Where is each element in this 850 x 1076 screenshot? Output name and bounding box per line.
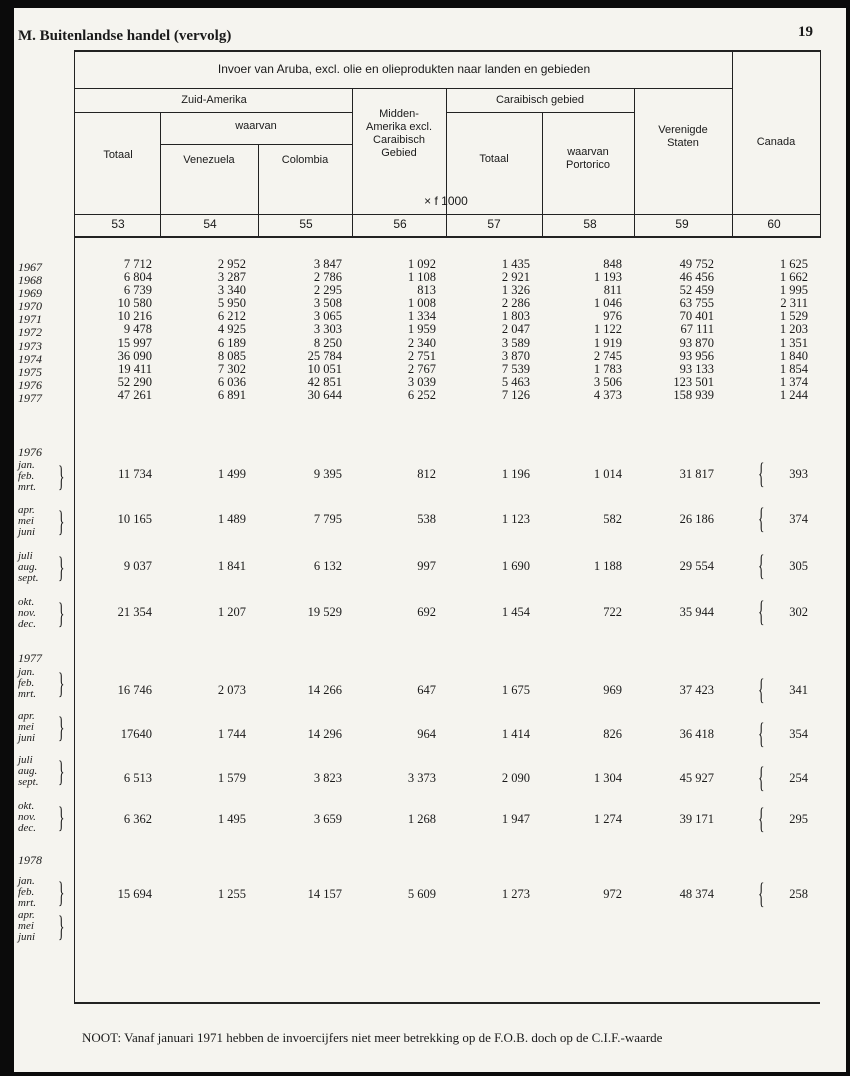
quarter-months: jan. feb. mrt. bbox=[18, 666, 37, 701]
quarter-value: 582 bbox=[603, 512, 622, 526]
quarter-value: 2 090 bbox=[501, 771, 530, 785]
quarter-value: 37 423 bbox=[679, 683, 714, 697]
quarter-value: 5 609 bbox=[407, 887, 436, 901]
quarter-value: 1 274 bbox=[593, 812, 622, 826]
quarter-value: 31 817 bbox=[679, 467, 714, 481]
quarter-value: 393 bbox=[789, 467, 808, 481]
brace-glyph: { bbox=[757, 549, 765, 582]
waarvan-rule bbox=[160, 144, 352, 145]
footnote: NOOT: Vanaf januari 1971 hebben de invoercijfers niet meer betrekking op de F.O.B. doch op de C.I.F.-waarde bbox=[82, 1030, 663, 1045]
quarter-value: 6 513 bbox=[123, 771, 152, 785]
annual-col-53: 7 712 6 804 6 739 10 580 10 216 9 478 15 997 36 090 19 411 52 290 47 261 bbox=[117, 257, 152, 402]
quarter-value: 1 495 bbox=[217, 812, 246, 826]
header-verenigde-staten: Verenigde Staten bbox=[658, 124, 708, 149]
brace-glyph: } bbox=[57, 667, 65, 700]
quarter-value: 997 bbox=[417, 559, 436, 573]
divider-vs bbox=[634, 88, 635, 238]
quarter-value: 1 268 bbox=[407, 812, 436, 826]
quarter-value: 722 bbox=[603, 605, 622, 619]
brace-glyph: { bbox=[757, 877, 765, 910]
quarter-value: 3 659 bbox=[313, 812, 342, 826]
stub-divider bbox=[74, 50, 75, 1003]
quarter-value: 969 bbox=[603, 683, 622, 697]
brace-glyph: { bbox=[757, 502, 765, 535]
quarter-value: 1 273 bbox=[501, 887, 530, 901]
brace-glyph: { bbox=[757, 717, 765, 750]
quarter-value: 26 186 bbox=[679, 512, 714, 526]
colno-57: 57 bbox=[487, 217, 501, 231]
quarter-value: 1 744 bbox=[217, 727, 246, 741]
annual-col-55: 3 847 2 786 2 295 3 508 3 065 3 303 8 250 25 784 10 051 42 851 30 644 bbox=[307, 257, 342, 402]
brace-glyph: { bbox=[757, 761, 765, 794]
quarter-value: 341 bbox=[789, 683, 808, 697]
table-top-rule bbox=[74, 50, 820, 52]
quarter-value: 1 454 bbox=[501, 605, 530, 619]
quarter-value: 11 734 bbox=[118, 467, 152, 481]
colno-58: 58 bbox=[583, 217, 597, 231]
header-cb-waarvan: waarvan bbox=[567, 146, 609, 158]
quarter-value: 3 823 bbox=[313, 771, 342, 785]
annual-years: 1967 1968 1969 1970 1971 1972 1973 1974 1975 1976 1977 bbox=[18, 260, 42, 405]
za-rule bbox=[74, 112, 352, 113]
annual-col-57: 1 435 2 921 1 326 2 286 1 803 2 047 3 589 3 870 7 539 5 463 7 126 bbox=[501, 257, 530, 402]
quarter-months: juli aug. sept. bbox=[18, 754, 39, 789]
quarter-value: 1 188 bbox=[593, 559, 622, 573]
colno-53: 53 bbox=[111, 217, 125, 231]
quarter-value: 21 354 bbox=[117, 605, 152, 619]
brace-glyph: } bbox=[57, 505, 65, 538]
brace-glyph: } bbox=[57, 910, 65, 943]
quarter-value: 812 bbox=[417, 467, 436, 481]
quarter-months: jan. feb. mrt. bbox=[18, 459, 37, 494]
quarter-value: 29 554 bbox=[679, 559, 714, 573]
divider-portorico bbox=[542, 112, 543, 238]
quarter-value: 1 947 bbox=[501, 812, 530, 826]
quarter-months: okt. nov. dec. bbox=[18, 800, 37, 835]
quarter-value: 826 bbox=[603, 727, 622, 741]
quarter-value: 7 795 bbox=[313, 512, 342, 526]
quarter-value: 1 196 bbox=[501, 467, 530, 481]
header-cb-totaal: Totaal bbox=[479, 153, 509, 165]
header-midden-amerika: Midden- Amerika excl. Caraibisch Gebied bbox=[365, 108, 433, 159]
quarter-value: 45 927 bbox=[679, 771, 714, 785]
quarter-value: 295 bbox=[789, 812, 808, 826]
brace-glyph: { bbox=[757, 595, 765, 628]
header-colombia: Colombia bbox=[281, 154, 329, 166]
quarter-value: 1 304 bbox=[593, 771, 622, 785]
quarter-value: 254 bbox=[789, 771, 808, 785]
quarter-value: 1 579 bbox=[217, 771, 246, 785]
brace-glyph: } bbox=[57, 551, 65, 584]
right-border bbox=[820, 50, 821, 238]
quarter-year-1977: 1977 bbox=[18, 651, 42, 665]
quarter-months: juli aug. sept. bbox=[18, 550, 39, 585]
colno-60: 60 bbox=[767, 217, 781, 231]
quarter-value: 1 255 bbox=[217, 887, 246, 901]
quarter-value: 1 014 bbox=[593, 467, 622, 481]
quarter-value: 35 944 bbox=[679, 605, 714, 619]
header-venezuela: Venezuela bbox=[183, 154, 235, 166]
quarter-value: 36 418 bbox=[679, 727, 714, 741]
quarter-months: apr. mei juni bbox=[18, 710, 36, 745]
cb-rule bbox=[446, 112, 634, 113]
quarter-value: 39 171 bbox=[679, 812, 714, 826]
colno-55: 55 bbox=[299, 217, 313, 231]
brace-glyph: } bbox=[57, 755, 65, 788]
quarter-value: 1 690 bbox=[501, 559, 530, 573]
header-za-waarvan: waarvan bbox=[235, 120, 277, 132]
annual-col-60: 1 625 1 662 1 995 2 311 1 529 1 203 1 351 1 840 1 854 1 374 1 244 bbox=[779, 257, 808, 402]
quarter-months: apr. mei juni bbox=[18, 504, 36, 539]
table-bottom-rule bbox=[74, 1002, 820, 1004]
quarter-value: 1 123 bbox=[501, 512, 530, 526]
quarter-value: 1 841 bbox=[217, 559, 246, 573]
quarter-months: apr. mei juni bbox=[18, 909, 36, 944]
colnum-rule bbox=[74, 236, 820, 238]
quarter-value: 305 bbox=[789, 559, 808, 573]
brace-glyph: { bbox=[757, 673, 765, 706]
brace-glyph: } bbox=[57, 876, 65, 909]
quarter-value: 10 165 bbox=[117, 512, 152, 526]
unit-rule bbox=[74, 214, 820, 215]
quarter-value: 14 157 bbox=[307, 887, 342, 901]
annual-col-58: 848 1 193 811 1 046 976 1 122 1 919 2 745 1 783 3 506 4 373 bbox=[593, 257, 622, 402]
quarter-value: 9 395 bbox=[313, 467, 342, 481]
brace-glyph: } bbox=[57, 711, 65, 744]
header-zuid-amerika: Zuid-Amerika bbox=[181, 94, 247, 106]
quarter-value: 15 694 bbox=[117, 887, 152, 901]
header-portorico: Portorico bbox=[565, 159, 611, 171]
quarter-value: 972 bbox=[603, 887, 622, 901]
quarter-value: 258 bbox=[789, 887, 808, 901]
document-page bbox=[14, 8, 846, 1072]
brace-glyph: } bbox=[57, 801, 65, 834]
header-za-totaal: Totaal bbox=[103, 149, 133, 161]
quarter-value: 19 529 bbox=[307, 605, 342, 619]
quarter-value: 538 bbox=[417, 512, 436, 526]
quarter-value: 2 073 bbox=[217, 683, 246, 697]
colno-56: 56 bbox=[393, 217, 407, 231]
quarter-value: 1 414 bbox=[501, 727, 530, 741]
colno-54: 54 bbox=[203, 217, 217, 231]
quarter-value: 14 296 bbox=[307, 727, 342, 741]
quarter-value: 1 499 bbox=[217, 467, 246, 481]
quarter-value: 14 266 bbox=[307, 683, 342, 697]
annual-col-56: 1 092 1 108 813 1 008 1 334 1 959 2 340 2 751 2 767 3 039 6 252 bbox=[407, 257, 436, 402]
main-column-title: Invoer van Aruba, excl. olie en olieprodukten naar landen en gebieden bbox=[217, 62, 591, 76]
brace-glyph: { bbox=[757, 802, 765, 835]
quarter-value: 1 675 bbox=[501, 683, 530, 697]
quarter-value: 374 bbox=[789, 512, 808, 526]
brace-glyph: } bbox=[57, 460, 65, 493]
quarter-value: 647 bbox=[417, 683, 436, 697]
colno-59: 59 bbox=[675, 217, 689, 231]
quarter-year-1976: 1976 bbox=[18, 445, 42, 459]
quarter-value: 354 bbox=[789, 727, 808, 741]
quarter-months: jan. feb. mrt. bbox=[18, 875, 37, 910]
quarter-value: 6 132 bbox=[313, 559, 342, 573]
quarter-value: 1 207 bbox=[217, 605, 246, 619]
quarter-value: 16 746 bbox=[117, 683, 152, 697]
page-number: 19 bbox=[798, 24, 813, 40]
quarter-months: okt. nov. dec. bbox=[18, 596, 37, 631]
quarter-value: 17640 bbox=[120, 727, 152, 741]
quarter-value: 964 bbox=[417, 727, 436, 741]
quarter-value: 9 037 bbox=[123, 559, 152, 573]
quarter-value: 1 489 bbox=[217, 512, 246, 526]
brace-glyph: } bbox=[57, 597, 65, 630]
quarter-value: 302 bbox=[789, 605, 808, 619]
page-title: M. Buitenlandse handel (vervolg) bbox=[18, 28, 232, 44]
quarter-value: 48 374 bbox=[679, 887, 714, 901]
unit-label: × f 1000 bbox=[424, 194, 468, 208]
annual-col-59: 49 752 46 456 52 459 63 755 70 401 67 111 93 870 93 956 93 133 123 501 158 939 bbox=[673, 257, 714, 402]
quarter-year-1978: 1978 bbox=[18, 853, 42, 867]
header-canada: Canada bbox=[756, 136, 796, 148]
annual-col-54: 2 952 3 287 3 340 5 950 6 212 4 925 6 189 8 085 7 302 6 036 6 891 bbox=[217, 257, 246, 402]
header-caraibisch: Caraibisch gebied bbox=[495, 94, 585, 106]
brace-glyph: { bbox=[757, 457, 765, 490]
quarter-value: 6 362 bbox=[123, 812, 152, 826]
quarter-value: 3 373 bbox=[407, 771, 436, 785]
quarter-value: 692 bbox=[417, 605, 436, 619]
